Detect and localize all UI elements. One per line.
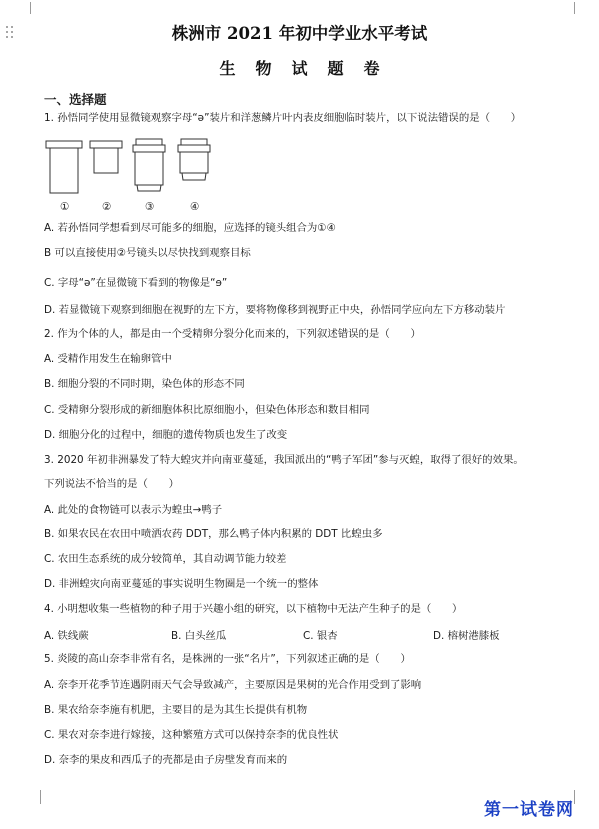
page-corner-mark — [574, 790, 585, 804]
figure-label-3: ③ — [145, 201, 155, 213]
question-4-option-b: B. 白头丝瓜 — [171, 630, 227, 642]
figure-label-1: ① — [60, 201, 70, 213]
question-1-stem: 1. 孙悟同学使用显微镜观察字母“ə”装片和洋葱鳞片叶内表皮细胞临时装片，以下说法错误的是（ ） — [44, 112, 522, 124]
lens-1-rim — [46, 141, 82, 148]
exam-title: 株洲市 2021 年初中学业水平考试 — [171, 24, 428, 43]
lens-drawings — [44, 137, 244, 219]
question-5-option-b: B. 果农给奈李施有机肥，主要目的是为其生长提供有机物 — [44, 704, 308, 716]
lens-3-tip — [137, 185, 161, 191]
lens-2-rim — [90, 141, 122, 148]
question-2-option-a: A. 受精作用发生在输卵管中 — [44, 353, 172, 365]
page-corner-mark — [574, 2, 585, 14]
figure-label-4: ④ — [190, 201, 200, 213]
question-3-option-c: C. 农田生态系统的成分较简单，其自动调节能力较差 — [44, 553, 287, 565]
question-1-option-a: A. 若孙悟同学想看到尽可能多的细胞，应选择的镜头组合为①④ — [44, 222, 336, 234]
question-3-stem: 3. 2020 年初非洲暴发了特大蝗灾并向南亚蔓延，我国派出的“鸭子军团”参与灭蝗，取得了很好的效果。 — [44, 454, 524, 466]
question-2-option-d: D. 细胞分化的过程中，细胞的遗传物质也发生了改变 — [44, 429, 288, 441]
section-heading: 一、选择题 — [44, 92, 107, 107]
question-3-stem-continued: 下列说法不恰当的是（ ） — [44, 478, 180, 490]
question-2-stem: 2. 作为个体的人，都是由一个受精卵分裂分化而来的，下列叙述错误的是（ ） — [44, 328, 421, 340]
lens-4-tip — [182, 173, 206, 180]
exam-subtitle: 生物试题卷 — [219, 59, 400, 78]
page-corner-mark — [30, 790, 41, 804]
question-1-option-c: C. 字母“ə”在显微镜下看到的物像是“ɘ” — [44, 277, 228, 289]
question-3-option-a: A. 此处的食物链可以表示为蝗虫→鸭子 — [44, 504, 223, 516]
microscope-lens-figure — [44, 137, 244, 219]
question-3-option-d: D. 非洲蝗灾向南亚蔓延的事实说明生物圈是一个统一的整体 — [44, 578, 319, 590]
site-watermark: 第一试卷网 — [484, 800, 574, 820]
question-2-option-b: B. 细胞分裂的不同时期，染色体的形态不同 — [44, 378, 245, 390]
question-3-option-b: B. 如果农民在农田中喷洒农药 DDT，那么鸭子体内积累的 DDT 比蝗虫多 — [44, 528, 383, 540]
question-4-option-a: A. 铁线蕨 — [44, 630, 89, 642]
lens-3-rim — [136, 139, 162, 145]
question-1-option-d: D. 若显微镜下观察到细胞在视野的左下方，要将物像移到视野正中央，孙悟同学应向左下方移动装片 — [44, 304, 506, 316]
question-5-option-d: D. 奈李的果皮和西瓜子的壳都是由子房壁发育而来的 — [44, 754, 288, 766]
question-1-option-b: B 可以直接使用②号镜头以尽快找到观察目标 — [44, 247, 251, 259]
lens-4-rim — [181, 139, 207, 145]
question-5-stem: 5. 炎陵的高山奈李非常有名，是株洲的一张“名片”，下列叙述正确的是（ ） — [44, 653, 411, 665]
figure-label-2: ② — [102, 201, 112, 213]
question-4-stem: 4. 小明想收集一些植物的种子用于兴趣小组的研究，以下植物中无法产生种子的是（ ） — [44, 603, 463, 615]
question-5-option-a: A. 奈李开花季节连遇阴雨天气会导致减产，主要原因是果树的光合作用受到了影响 — [44, 679, 422, 691]
question-5-option-c: C. 果农对奈李进行嫁接，这种繁殖方式可以保持奈李的优良性状 — [44, 729, 339, 741]
page-corner-mark — [20, 2, 31, 14]
question-4-option-d: D. 榕树港膝板 — [433, 630, 500, 642]
lens-2-body — [94, 148, 118, 173]
lens-1-body — [50, 148, 78, 193]
question-4-option-c: C. 银杏 — [303, 630, 338, 642]
question-2-option-c: C. 受精卵分裂形成的新细胞体积比原细胞小，但染色体形态和数目相同 — [44, 404, 370, 416]
